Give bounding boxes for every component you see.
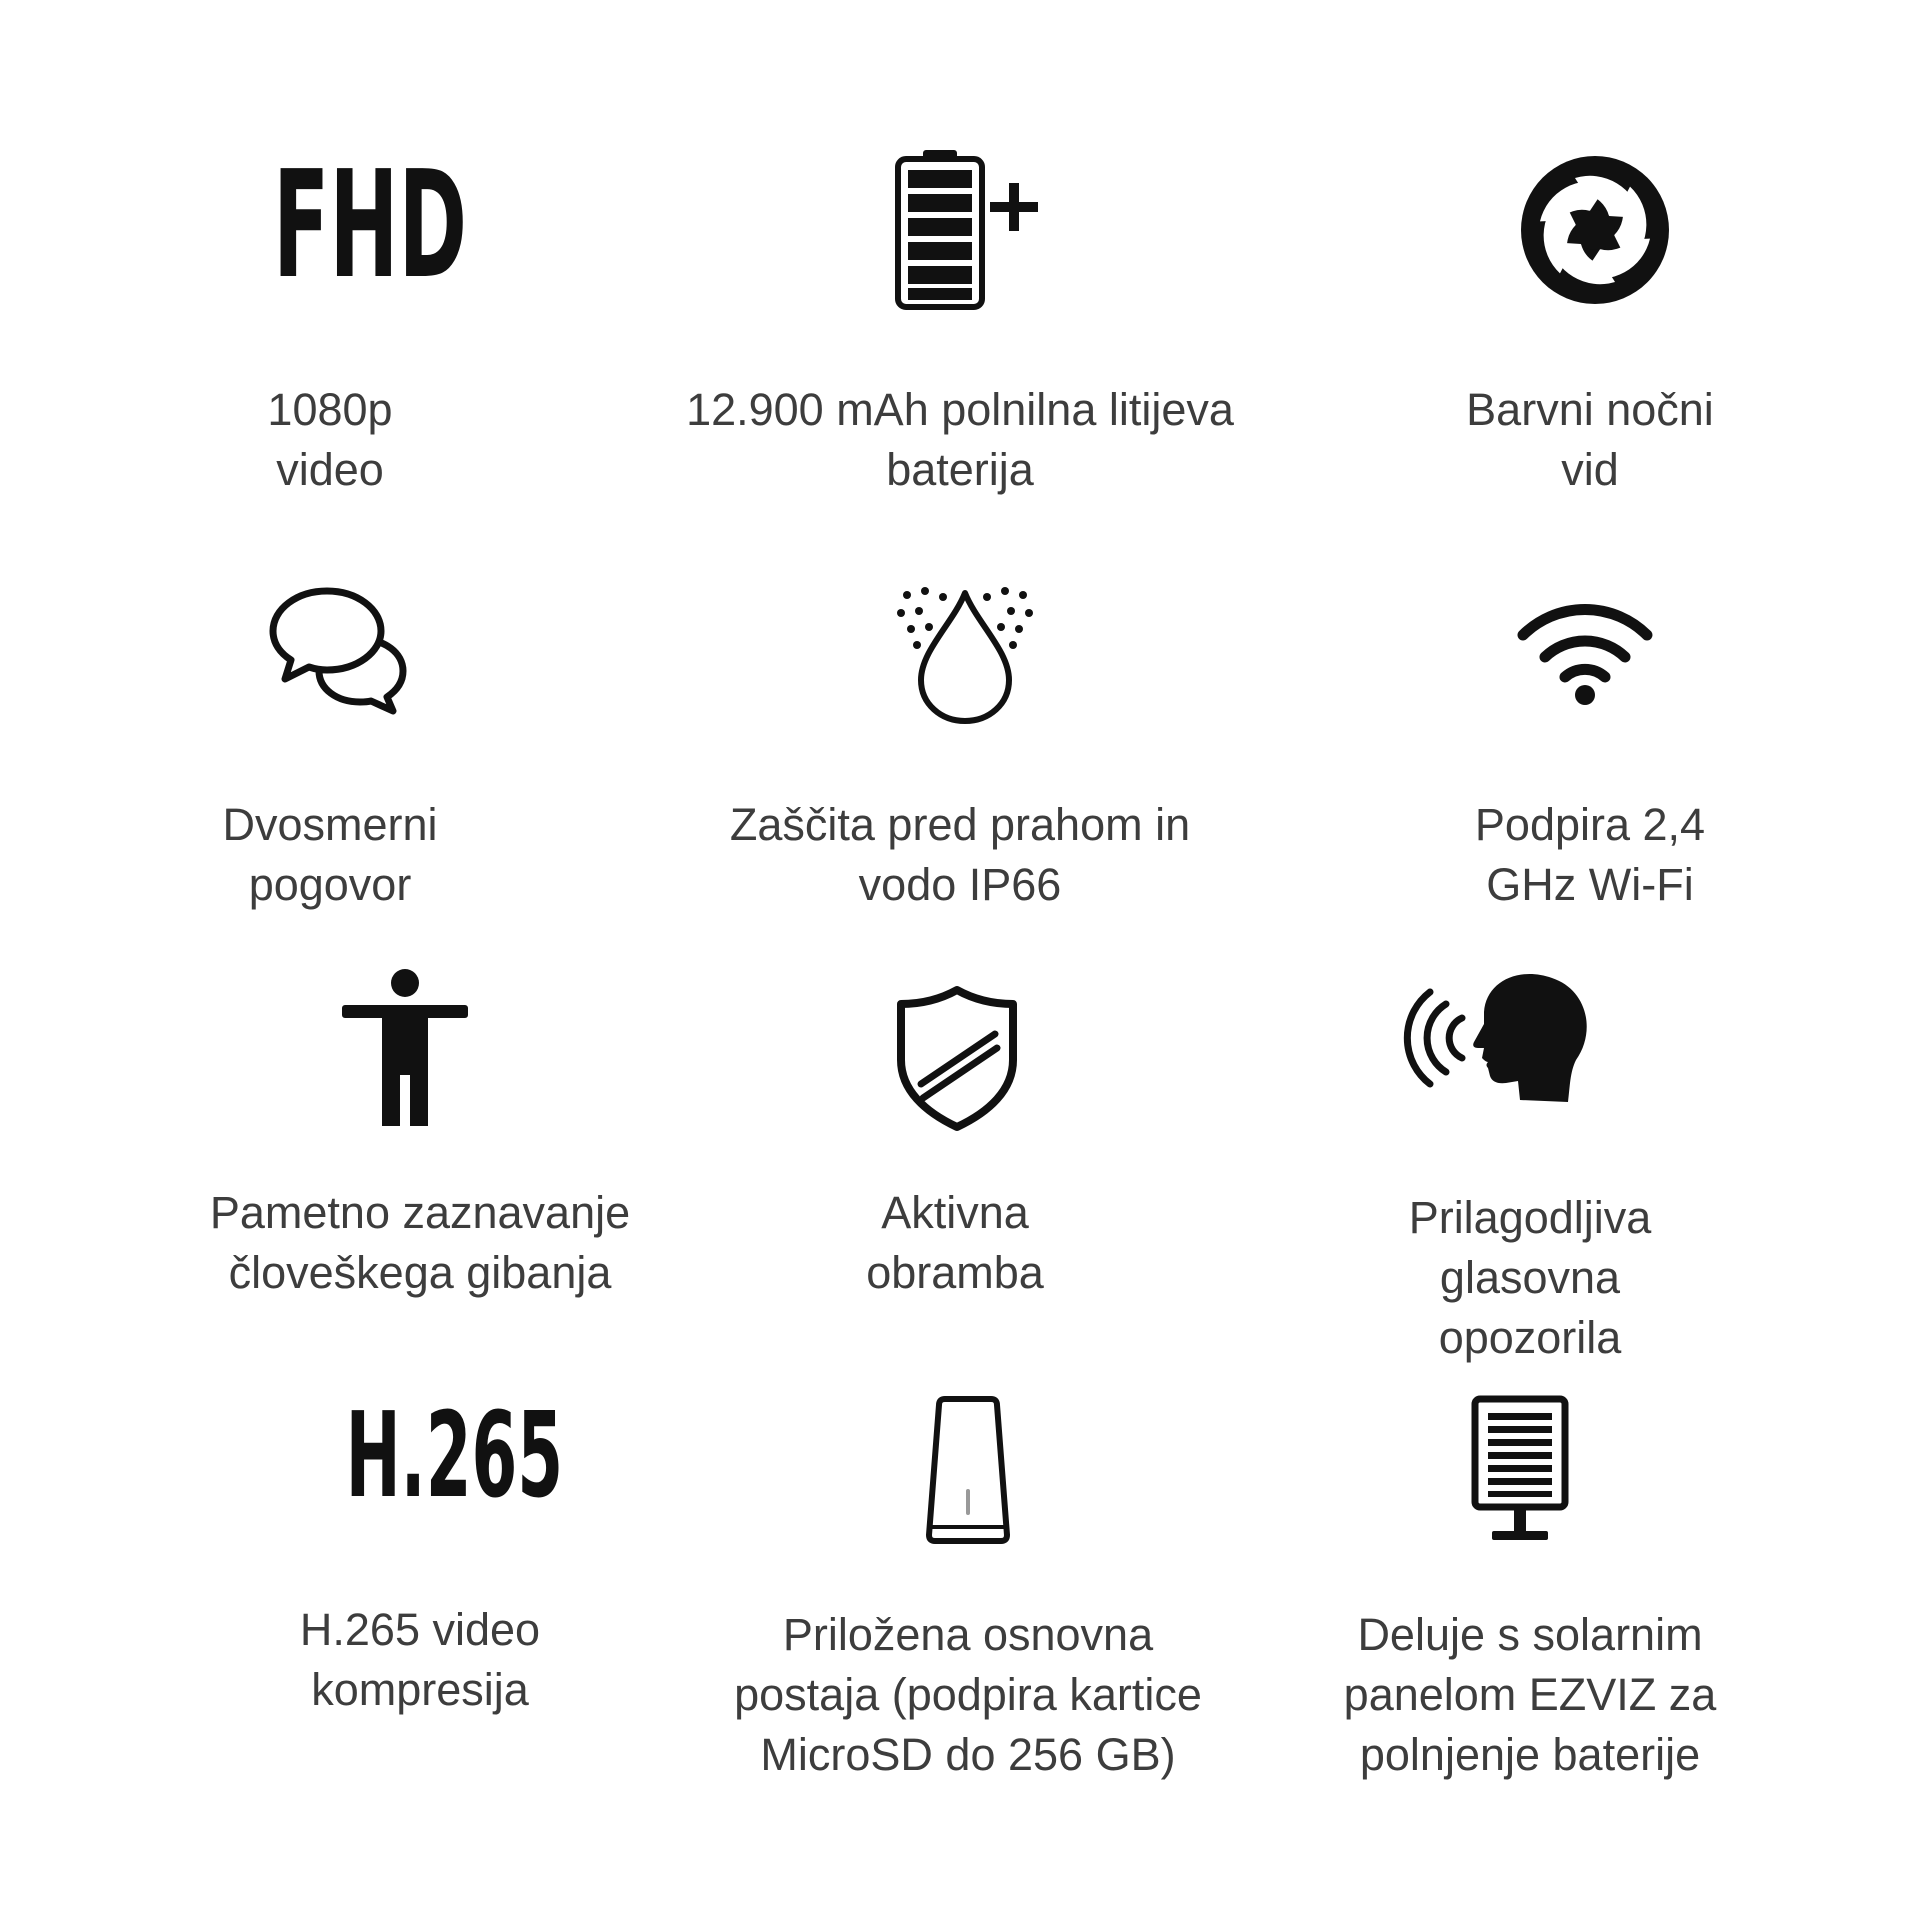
feature-label: Podpira 2,4 GHz Wi-Fi <box>1474 799 1706 910</box>
fhd-icon: FHD <box>273 139 468 311</box>
feature-voice-alerts <box>1230 968 1830 1368</box>
speaking-head-icon <box>1400 968 1600 1108</box>
feature-night-vision <box>1290 150 1890 510</box>
feature-label: Priložena osnovna postaja (podpira kartice MicroSD do 256 GB) <box>734 1609 1202 1780</box>
feature-battery <box>660 150 1260 510</box>
feature-human-detection <box>120 968 720 1298</box>
feature-label: H.265 video kompresija <box>299 1604 541 1715</box>
water-drop-dust-icon <box>895 585 1035 725</box>
feature-solar-panel <box>1230 1395 1830 1795</box>
battery-plus-icon <box>895 150 1045 310</box>
feature-label: Aktivna obramba <box>866 1187 1044 1298</box>
feature-label: 1080p video <box>267 384 393 495</box>
feature-label: 12.900 mAh polnilna litijeva baterija <box>686 384 1234 495</box>
feature-label: Barvni nočni vid <box>1466 384 1714 495</box>
shield-icon <box>895 986 1020 1131</box>
h265-icon: H.265 <box>345 1386 564 1524</box>
aperture-icon <box>1515 150 1675 310</box>
feature-label: Pametno zaznavanje človeškega gibanja <box>209 1187 631 1298</box>
feature-label: Prilagodljiva glasovna opozorila <box>1408 1192 1652 1363</box>
base-station-icon <box>923 1395 1013 1545</box>
feature-fhd <box>30 139 630 510</box>
solar-panel-icon <box>1470 1395 1570 1545</box>
wifi-icon <box>1515 595 1655 705</box>
feature-active-defense <box>655 968 1255 1298</box>
feature-base-station <box>668 1395 1268 1795</box>
feature-label: Deluje s solarnim panelom EZVIZ za polnjenje baterije <box>1343 1609 1717 1780</box>
feature-label: Dvosmerni pogovor <box>222 799 438 910</box>
feature-ip66 <box>660 585 1260 925</box>
feature-wifi <box>1290 585 1890 925</box>
feature-label: Zaščita pred prahom in vodo IP66 <box>729 799 1191 910</box>
feature-two-way-talk <box>30 585 630 925</box>
speech-bubbles-icon <box>265 585 415 715</box>
human-figure-icon <box>340 968 470 1128</box>
feature-h265 <box>120 1386 720 1735</box>
